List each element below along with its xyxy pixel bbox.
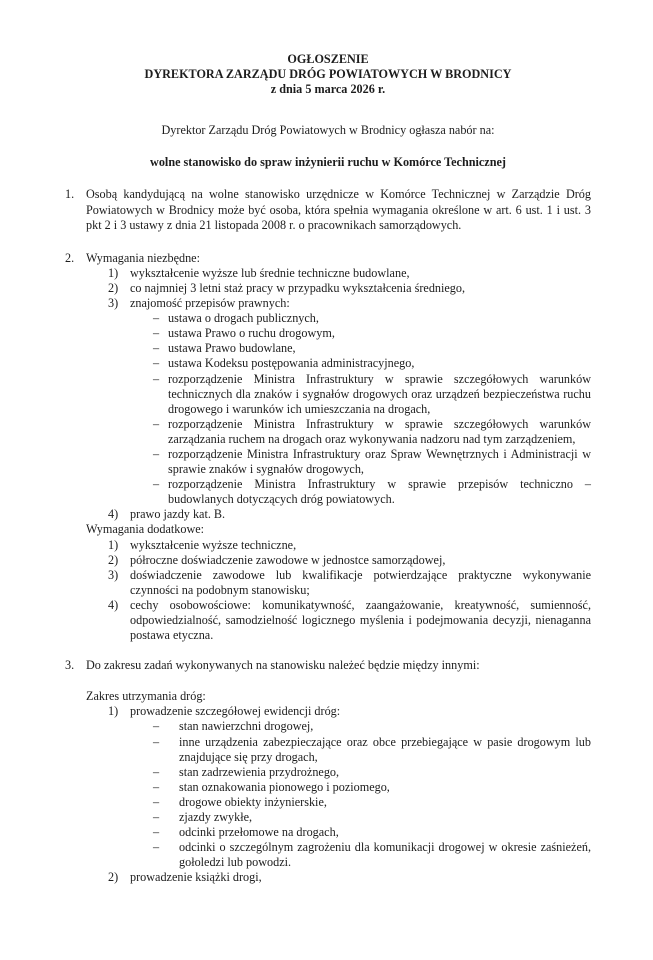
sub-item-text: doświadczenie zawodowe lub kwalifikacje potwierdzające praktyczne wykonywanie czynności na podobnym stanowisku; (130, 567, 591, 597)
dash-item-text: ustawa Kodeksu postępowania administracyjnego, (168, 356, 415, 371)
dash-bullet: – (153, 840, 160, 855)
dash-item (153, 719, 591, 734)
sub-item-ordinal: 1) (108, 704, 119, 719)
sub-item (108, 553, 591, 568)
document-header (65, 52, 591, 97)
dash-item-text: ustawa Prawo o ruchu drogowym, (168, 326, 335, 341)
position-line: wolne stanowisko do spraw inżynierii ruchu w Komórce Technicznej (150, 155, 506, 170)
dash-bullet: – (153, 794, 160, 809)
list-item-1 (65, 187, 591, 232)
dash-item (153, 780, 591, 795)
sub-item-ordinal: 2) (108, 552, 119, 567)
dash-item-text: rozporządzenie Ministra Infrastruktury w sprawie szczegółowych warunków zarządzania ruchem na drogach oraz wykonywania nadzoru nad tym zarządzeniem, (168, 416, 591, 446)
dash-item (153, 825, 591, 840)
dash-item-text: rozporządzenie Ministra Infrastruktury w sprawie szczegółowych warunków technicznych dla znaków i sygnałów drogowych oraz urządzeń bezpieczeństwa ruchu drogowego i warunków ich umieszczania na drogach, (168, 371, 591, 416)
sub-item-ordinal: 2) (108, 280, 119, 295)
dash-item (153, 477, 591, 507)
dash-item (153, 417, 591, 447)
dash-bullet: – (153, 446, 160, 461)
sub-item-text: wykształcenie wyższe techniczne, (130, 537, 297, 552)
road-maintenance-heading: Zakres utrzymania dróg: (86, 689, 206, 704)
sub-item (108, 598, 591, 643)
intro-line: Dyrektor Zarządu Dróg Powiatowych w Brodnicy ogłasza nabór na: (161, 123, 495, 138)
dash-item (153, 311, 591, 326)
dash-item-text: stan zadrzewienia przydrożnego, (179, 764, 340, 779)
dash-bullet: – (153, 416, 160, 431)
sub-item-text: co najmniej 3 letni staż pracy w przypadku wykształcenia średniego, (130, 280, 466, 295)
dash-bullet: – (153, 764, 160, 779)
item-3-text: Do zakresu zadań wykonywanych na stanowisku należeć będzie między innymi: (86, 658, 480, 673)
list-item-2 (65, 251, 591, 643)
sub-item (108, 568, 591, 598)
dash-item (153, 326, 591, 341)
dash-item-text: zjazdy zwykłe, (179, 810, 253, 825)
item-1-ordinal: 1. (65, 187, 75, 202)
dash-item-text: stan nawierzchni drogowej, (179, 719, 314, 734)
sub-item (108, 507, 591, 522)
sub-item (108, 296, 591, 311)
dash-item-text: rozporządzenie Ministra Infrastruktury w sprawie przepisów techniczno – budowlanych dotyczących dróg powiatowych. (168, 477, 591, 507)
sub-item (108, 281, 591, 296)
dash-bullet: – (153, 825, 160, 840)
dash-item (153, 356, 591, 371)
item-3-ordinal: 3. (65, 658, 75, 673)
dash-item (153, 447, 591, 477)
sub-item-ordinal: 3) (108, 567, 119, 582)
sub-item-text: cechy osobowościowe: komunikatywność, zaangażowanie, kreatywność, sumienność, odpowiedzialność, samodzielność logicznego myślenia i podejmowania decyzji, nienaganna postawa etyczna. (130, 597, 591, 643)
dash-bullet: – (153, 356, 160, 371)
title-line-2: DYREKTORA ZARZĄDU DRÓG POWIATOWYCH W BRODNICY (144, 67, 512, 82)
dash-bullet: – (153, 810, 160, 825)
dash-item-text: rozporządzenie Ministra Infrastruktury oraz Spraw Wewnętrznych i Administracji w sprawie znaków i sygnałów drogowych, (168, 446, 591, 477)
item-1-text: Osobą kandydującą na wolne stanowisko urzędnicze w Komórce Technicznej w Zarządzie Dróg Powiatowych w Brodnicy może być osoba, która spełnia wymagania określone w art. 6 ust. 1 i ust. 3 pkt 2 i 3 ustawy z dnia 21 listopada 2008 r. o pracownikach samorządowych. (86, 187, 591, 232)
dash-item-text: odcinki przełomowe na drogach, (179, 825, 339, 840)
sub-item-text: znajomość przepisów prawnych: (130, 296, 290, 311)
sub-item-ordinal: 3) (108, 296, 119, 311)
sub-item-text: prawo jazdy kat. B. (130, 507, 226, 522)
dash-item-text: ustawa Prawo budowlane, (168, 341, 296, 356)
dash-bullet: – (153, 371, 160, 386)
sub-item (108, 870, 591, 885)
item-2-ordinal: 2. (65, 250, 75, 265)
sub-item (108, 538, 591, 553)
sub-item (108, 266, 591, 281)
sub-item-text: półroczne doświadczenie zawodowe w jednostce samorządowej, (130, 552, 446, 567)
dash-item (153, 795, 591, 810)
dash-bullet: – (153, 779, 160, 794)
dash-item-text: drogowe obiekty inżynierskie, (179, 794, 327, 809)
dash-bullet: – (153, 341, 160, 356)
sub-item-ordinal: 4) (108, 507, 119, 522)
dash-item (153, 341, 591, 356)
list-item-3 (65, 658, 591, 885)
sub-item-text: wykształcenie wyższe lub średnie techniczne budowlane, (130, 265, 410, 280)
dash-item-text: stan oznakowania pionowego i poziomego, (179, 779, 390, 794)
dash-bullet: – (153, 734, 160, 749)
title-line-3: z dnia 5 marca 2026 r. (270, 82, 386, 97)
dash-item (153, 810, 591, 825)
dash-item-text: inne urządzenia zabezpieczające oraz obce przebiegające w pasie drogowym lub znajdujące się przy drogach, (179, 734, 591, 764)
dash-item (153, 765, 591, 780)
sub-item-ordinal: 1) (108, 537, 119, 552)
requirements-additional-heading: Wymagania dodatkowe: (86, 522, 205, 537)
dash-bullet: – (153, 477, 160, 492)
sub-item-ordinal: 1) (108, 265, 119, 280)
dash-item-text: odcinki o szczególnym zagrożeniu dla komunikacji drogowej w okresie zaśnieżeń, gołoledzi lub powodzi. (179, 840, 591, 870)
dash-bullet: – (153, 719, 160, 734)
sub-item-text: prowadzenie książki drogi, (130, 870, 262, 885)
dash-item-text: ustawa o drogach publicznych, (168, 311, 319, 326)
dash-item (153, 840, 591, 870)
dash-item (153, 372, 591, 417)
dash-item (153, 735, 591, 765)
title-line-1: OGŁOSZENIE (287, 52, 369, 66)
sub-item-ordinal: 2) (108, 870, 119, 885)
dash-bullet: – (153, 311, 160, 326)
dash-bullet: – (153, 326, 160, 341)
requirements-essential-heading: Wymagania niezbędne: (86, 250, 200, 265)
sub-item-text: prowadzenie szczegółowej ewidencji dróg: (130, 704, 341, 719)
sub-item (108, 704, 591, 719)
sub-item-ordinal: 4) (108, 597, 119, 612)
